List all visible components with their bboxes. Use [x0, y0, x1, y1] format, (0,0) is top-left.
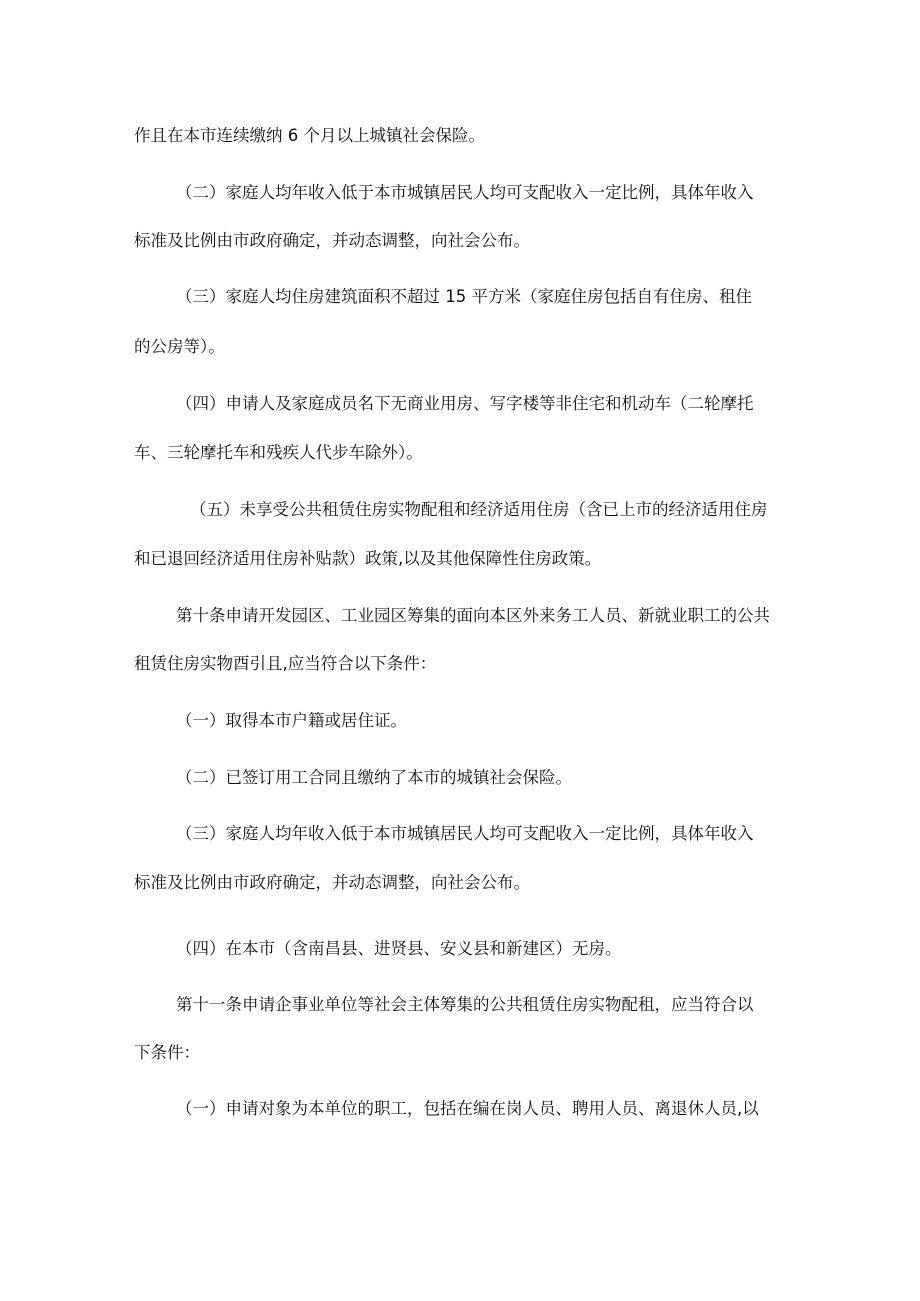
text-line-11: 租赁住房实物酉引且,应当符合以下条件： — [134, 654, 437, 673]
text-line-13: （二）已签订用工合同且缴纳了本市的城镇社会保险。 — [176, 768, 572, 787]
text-line-5: 的公房等）。 — [134, 337, 225, 356]
text-line-4: （三）家庭人均住房建筑面积不超过 15 平方米（家庭住房包括自有住房、租住 — [176, 287, 752, 306]
text-line-18: 下条件： — [134, 1043, 200, 1062]
text-line-16: （四）在本市（含南昌县、进贤县、安义县和新建区）无房。 — [176, 939, 622, 958]
text-line-12: （一）取得本市户籍或居住证。 — [176, 711, 407, 730]
text-line-2: （二）家庭人均年收入低于本市城镇居民人均可支配收入一定比例，具体年收入 — [176, 183, 754, 202]
text-line-9: 和已退回经济适用住房补贴款）政策,以及其他保障性住房政策。 — [134, 549, 602, 568]
text-line-19: （一）申请对象为本单位的职工，包括在编在岗人员、聘用人员、离退休人员,以 — [176, 1099, 759, 1118]
text-line-8: （五）未享受公共租赁住房实物配租和经济适用住房（含已上市的经济适用住房 — [190, 500, 768, 519]
text-line-3: 标准及比例由市政府确定，并动态调整，向社会公布。 — [134, 231, 530, 250]
text-line-17: 第十一条申请企事业单位等社会主体筹集的公共租赁住房实物配租，应当符合以 — [176, 995, 754, 1014]
text-line-1: 作且在本市连续缴纳 6 个月以上城镇社会保险。 — [134, 126, 485, 145]
text-line-15: 标准及比例由市政府确定，并动态调整，向社会公布。 — [134, 873, 530, 892]
text-line-7: 车、三轮摩托车和残疾人代步车除外）。 — [134, 443, 423, 462]
text-line-14: （三）家庭人均年收入低于本市城镇居民人均可支配收入一定比例，具体年收入 — [176, 824, 754, 843]
text-line-6: （四）申请人及家庭成员名下无商业用房、写字楼等非住宅和机动车（二轮摩托 — [176, 394, 754, 413]
text-line-10: 第十条申请开发园区、工业园区筹集的面向本区外来务工人员、新就业职工的公共 — [176, 606, 770, 625]
